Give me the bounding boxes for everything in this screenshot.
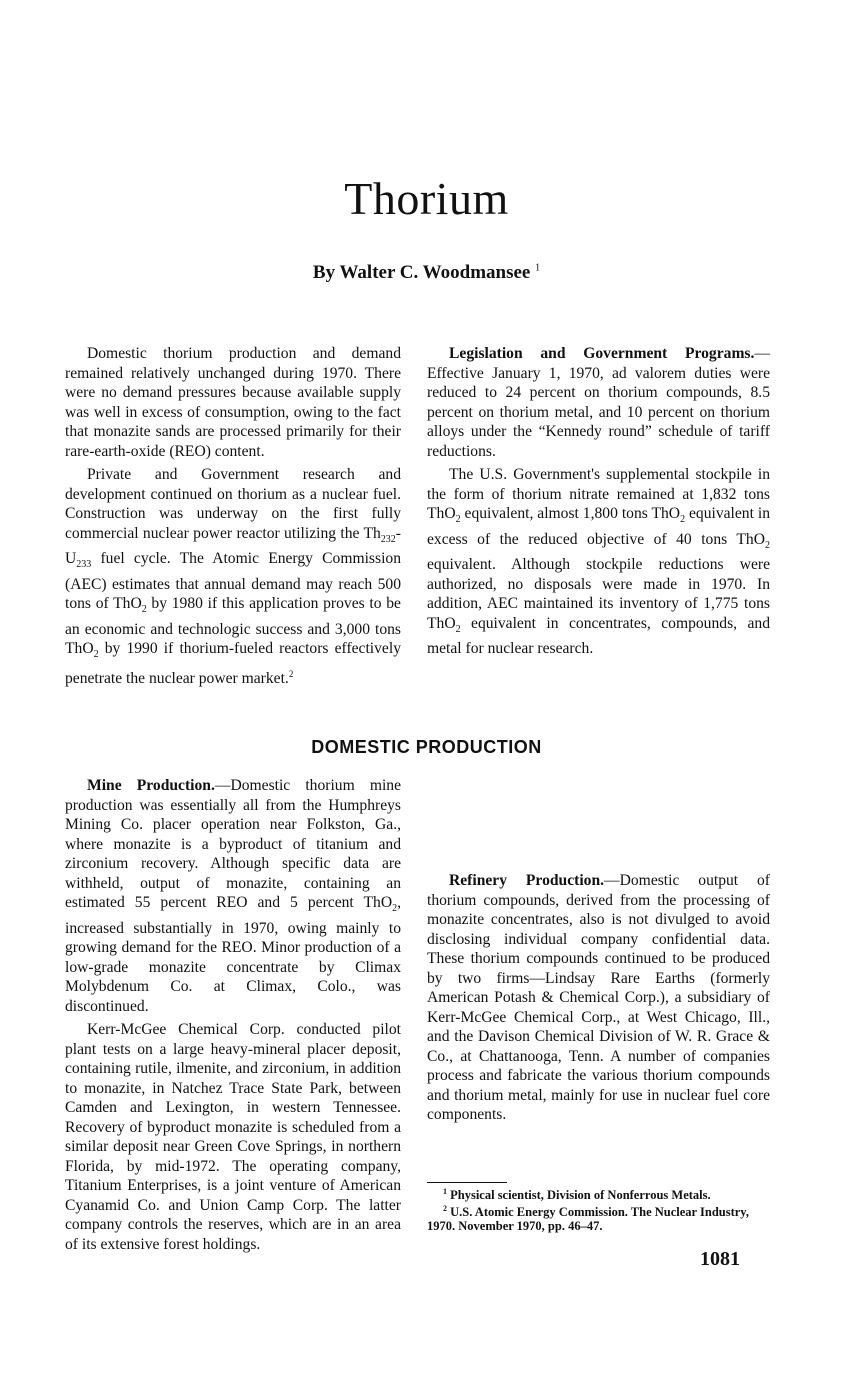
legislation-paragraph-1: Legislation and Government Programs.—Effective January 1, 1970, ad valorem duties were reduced to 24 percent on thorium compounds, 8.5 percent on thorium metal, and 10 percent on thorium alloys under the “Kennedy round” schedule of tariff reductions. xyxy=(427,345,770,460)
byline-author: By Walter C. Woodmansee xyxy=(312,262,531,283)
footnote-2: $^2$ U.S. Atomic Energy Commission. The Nuclear Industry, 1970. November 1970, pp. 46–47. xyxy=(427,1204,749,1234)
refinery-column xyxy=(427,871,770,1125)
legislation-paragraph-2: The U.S. Government's supplemental stockpile in the form of thorium nitrate remained at 1,832 tons ThO$_2$ equivalent, almost 1,800 tons ThO$_2$ equivalent in excess of the reduced objective of 40 tons ThO$_2$ equivalent. Although stockpile reductions were authorized, no disposals were made in 1970. In addition, AEC maintained its inventory of 1,775 tons ThO$_2$ equivalent in concentrates, compounds, and metal for nuclear research. xyxy=(427,466,770,658)
refinery-paragraph-1: Refinery Production.—Domestic output of thorium compounds, derived from the processing of monazite concentrates, also is not divulged to avoid disclosing individual company confidential data. These thorium compounds continued to be produced by two firms—Lindsay Rare Earths (formerly American Potash & Chemical Corp.), a subsidiary of Kerr-McGee Chemical Corp., at West Chicago, Ill., and the Davison Chemical Division of W. R. Grace & Co., at Chattanooga, Tenn. A number of companies process and fabricate the various thorium compounds and thorium metal, mainly for use in nuclear fuel core components. xyxy=(427,872,770,1123)
footnotes xyxy=(427,1182,777,1233)
intro-paragraph-1: Domestic thorium production and demand remained relatively unchanged during 1970. There were no demand pressures because available supply was well in excess of consumption, owing to the fact that monazite sands are processed primarily for their rare-earth-oxide (REO) content. xyxy=(65,345,401,460)
page-number: 1081 xyxy=(700,1248,740,1270)
mine-paragraph-2: Kerr-McGee Chemical Corp. conducted pilot plant tests on a large heavy-mineral placer deposit, containing rutile, ilmenite, and zirconium, in addition to monazite, in Natchez Trace State Park, between Camden and Lexington, in western Tennessee. Recovery of byproduct monazite is scheduled from a similar deposit near Green Cove Springs, in northern Florida, by mid-1972. The operating company, Titanium Enterprises, is a joint venture of American Cyanamid Co. and Union Camp Corp. The latter company controls the reserves, which are in an area of its extensive forest holdings. xyxy=(65,1021,401,1253)
footnote-rule xyxy=(427,1182,507,1183)
refinery-heading: Refinery Production. xyxy=(449,872,605,889)
mine-heading: Mine Production. xyxy=(87,777,215,794)
intro-column xyxy=(65,344,401,689)
intro-paragraph-2: Private and Government research and development continued on thorium as a nuclear fuel. Construction was underway on the first fully commercial nuclear power reactor utilizing the $Th_{232}-U_{233}$ fuel cycle. The Atomic Energy Commission (AEC) estimates that annual demand may reach 500 tons of ThO$_2$ by 1980 if this application proves to be an economic and technologic success and 3,000 tons ThO$_2$ by 1990 if thorium-fueled reactors effectively penetrate the nuclear power market.$^2$ xyxy=(65,466,401,688)
mine-column xyxy=(65,776,401,1254)
section-heading: DOMESTIC PRODUCTION xyxy=(311,737,542,757)
byline xyxy=(0,262,853,284)
page-title: Thorium xyxy=(344,173,509,224)
footnote-1: $^1$ Physical scientist, Division of Nonferrous Metals. xyxy=(443,1187,711,1203)
mine-paragraph-1: Mine Production.—Domestic thorium mine production was essentially all from the Humphreys Mining Co. placer operation near Folkston, Ga., where monazite is a byproduct of titanium and zirconium recovery. Although specific data are withheld, output of monazite, containing an estimated 55 percent REO and 5 percent ThO$_2$, increased substantially in 1970, owing mainly to growing demand for the REO. Minor production of a low-grade monazite concentrate by Climax Molybdenum Co. at Climax, Colo., was discontinued. xyxy=(65,777,401,1015)
legislation-heading: Legislation and Government Programs. xyxy=(449,345,755,362)
legislation-column xyxy=(427,344,770,659)
byline-footnote-mark: 1 xyxy=(535,262,541,274)
